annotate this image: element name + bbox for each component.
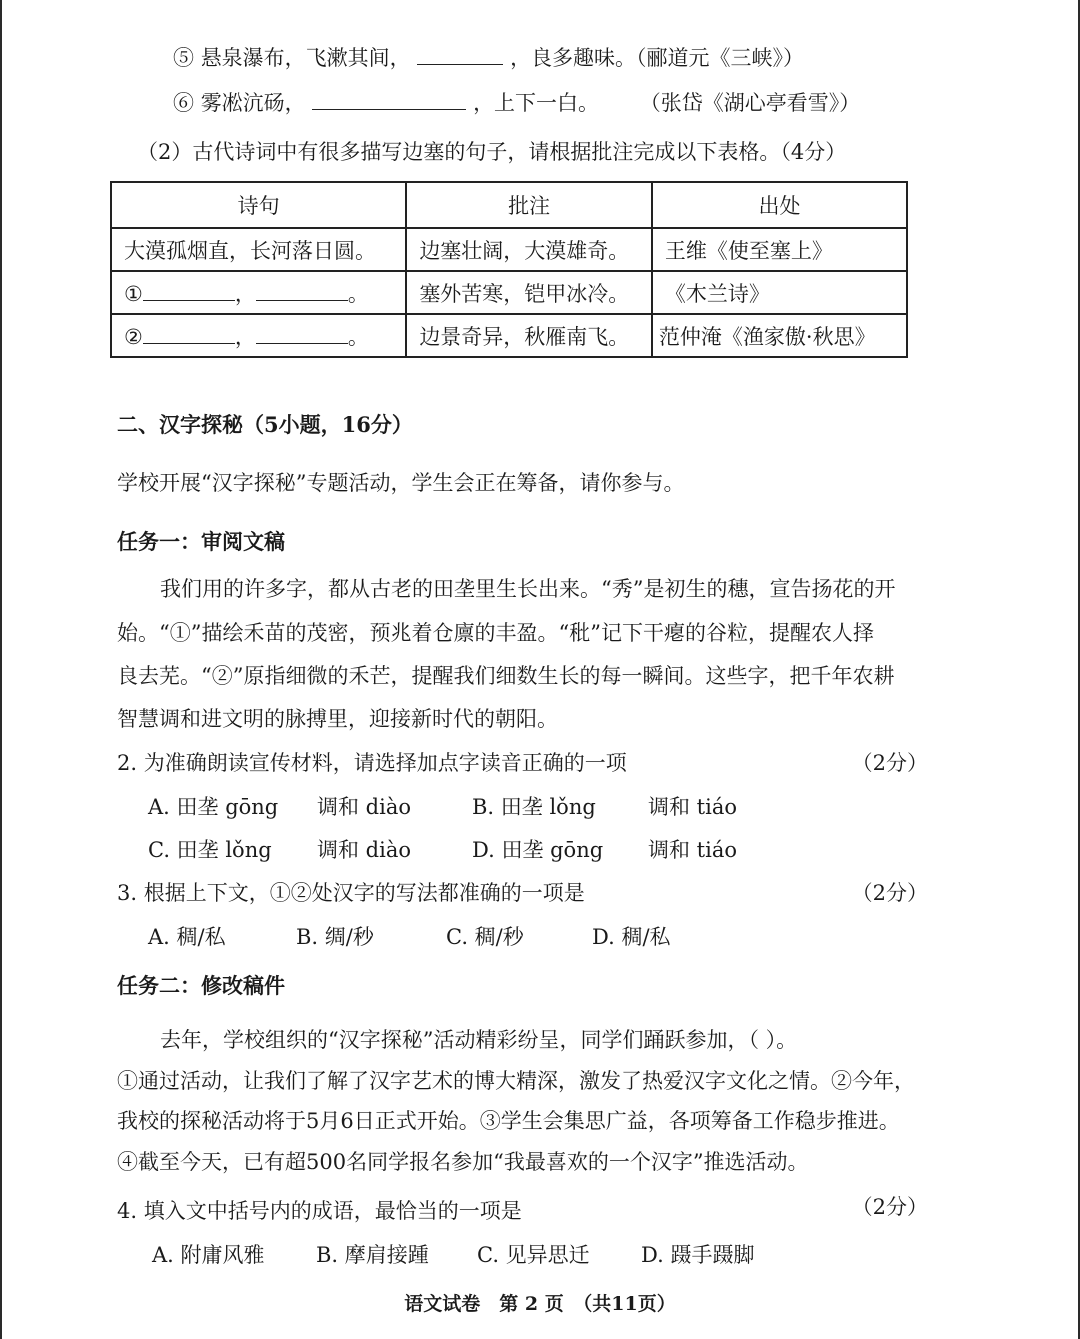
fill-blank[interactable] [312, 89, 466, 110]
note-cell: 边塞壮阔，大漠雄奇。 [406, 228, 652, 271]
section-2-intro: 学校开展“汉字探秘”专题活动，学生会正在筹备，请你参与。 [117, 471, 685, 495]
question-2-stem: 2. 为准确朗读宣传材料，请选择加点字读音正确的一项 [117, 751, 627, 775]
option-d-detail: 调和 tiáo [648, 838, 737, 862]
item-number: ⑥ [173, 91, 194, 115]
task-2-title: 任务二：修改稿件 [117, 973, 285, 998]
poem-source: （张岱《湖心亭看雪》） [639, 91, 861, 115]
fill-blank[interactable] [256, 280, 348, 301]
option-c[interactable]: C. 见异思迁 [477, 1243, 590, 1267]
task-1-paragraph-line: 良去芜。“②”原指细微的禾芒，提醒我们细数生长的每一瞬间。这些字，把千年农耕 [117, 664, 895, 688]
frontier-poem-table [110, 181, 908, 358]
option-d[interactable]: D. 蹑手蹑脚 [641, 1243, 755, 1267]
table-row [111, 314, 907, 357]
option-b[interactable]: B. 摩肩接踵 [316, 1243, 429, 1267]
question-4-score: （2分） [851, 1195, 928, 1219]
task-1-title: 任务一：审阅文稿 [117, 529, 285, 554]
question-3-score: （2分） [851, 881, 928, 905]
end-mark: 。 [347, 324, 369, 349]
task-1-paragraph-line: 始。“①”描绘禾苗的茂密，预兆着仓廪的丰盈。“秕”记下干瘪的谷粒，提醒农人择 [117, 621, 874, 645]
poem-text: 悬泉瀑布，飞漱其间， [200, 46, 411, 70]
table-header-row [111, 182, 907, 228]
task-2-paragraph-line: ①通过活动，让我们了解了汉字艺术的博大精深，激发了热爱汉字文化之情。②今年， [117, 1069, 915, 1093]
question-2-score: （2分） [851, 751, 928, 775]
table-header: 出处 [652, 182, 907, 228]
option-b-detail: 调和 tiáo [648, 795, 737, 819]
source-cell: 《木兰诗》 [652, 271, 907, 314]
option-a-detail: 调和 diào [317, 795, 411, 819]
fill-blank[interactable] [417, 44, 503, 65]
poem-text: 雾凇沆砀， [200, 91, 306, 115]
option-d[interactable]: D. 稠/私 [592, 925, 671, 949]
table-header: 批注 [406, 182, 652, 228]
table-header: 诗句 [111, 182, 406, 228]
item-number: ⑤ [173, 46, 194, 70]
option-b[interactable]: B. 田垄 lǒng [472, 795, 596, 819]
separator: ， [234, 324, 256, 349]
section-2-title: 二、汉字探秘（5小题，16分） [117, 412, 413, 437]
question-3-stem: 3. 根据上下文，①②处汉字的写法都准确的一项是 [117, 881, 585, 905]
option-c[interactable]: C. 田垄 lǒng [148, 838, 272, 862]
question-4-stem: 4. 填入文中括号内的成语，最恰当的一项是 [117, 1199, 522, 1223]
fill-blank[interactable] [256, 323, 348, 344]
item-number: ② [124, 324, 143, 349]
poem-line-6 [173, 87, 860, 117]
separator: ， [234, 281, 256, 306]
option-a[interactable]: A. 田垄 gōng [148, 795, 279, 819]
end-mark: 。 [347, 281, 369, 306]
question-1-part-2: （2）古代诗词中有很多描写边塞的句子，请根据批注完成以下表格。（4分） [137, 140, 847, 164]
task-2-paragraph-line: 去年，学校组织的“汉字探秘”活动精彩纷呈，同学们踊跃参加，（ ）。 [160, 1028, 798, 1052]
table-row [111, 228, 907, 271]
task-1-paragraph-line: 智慧调和进文明的脉搏里，迎接新时代的朝阳。 [117, 707, 558, 731]
option-c[interactable]: C. 稠/秒 [446, 925, 524, 949]
task-2-paragraph-line: ④截至今天，已有超500名同学报名参加“我最喜欢的一个汉字”推选活动。 [117, 1150, 809, 1174]
item-number: ① [124, 281, 143, 306]
option-a[interactable]: A. 稠/私 [148, 925, 226, 949]
poem-line-5 [173, 42, 804, 72]
verse-cell: 大漠孤烟直，长河落日圆。 [111, 228, 406, 271]
option-d[interactable]: D. 田垄 gōng [472, 838, 604, 862]
page-footer: 语文试卷 第 2 页 （共11页） [404, 1293, 676, 1315]
verse-cell [111, 314, 406, 357]
option-b[interactable]: B. 绸/秒 [296, 925, 374, 949]
note-cell: 塞外苦寒，铠甲冰冷。 [406, 271, 652, 314]
verse-cell [111, 271, 406, 314]
table-row [111, 271, 907, 314]
source-cell: 范仲淹《渔家傲·秋思》 [652, 314, 907, 357]
option-c-detail: 调和 diào [317, 838, 411, 862]
option-a[interactable]: A. 附庸风雅 [152, 1243, 265, 1267]
task-1-paragraph-line: 我们用的许多字，都从古老的田垄里生长出来。“秀”是初生的穗，宣告扬花的开 [160, 577, 896, 601]
source-cell: 王维《使至塞上》 [652, 228, 907, 271]
poem-text: ，良多趣味。（郦道元《三峡》） [510, 46, 805, 70]
fill-blank[interactable] [143, 323, 235, 344]
task-2-paragraph-line: 我校的探秘活动将于5月6日正式开始。③学生会集思广益，各项筹备工作稳步推进。 [117, 1109, 900, 1133]
poem-text: ，上下一白。 [473, 91, 600, 115]
fill-blank[interactable] [143, 280, 235, 301]
page-left-border [0, 0, 2, 1339]
note-cell: 边景奇异，秋雁南飞。 [406, 314, 652, 357]
